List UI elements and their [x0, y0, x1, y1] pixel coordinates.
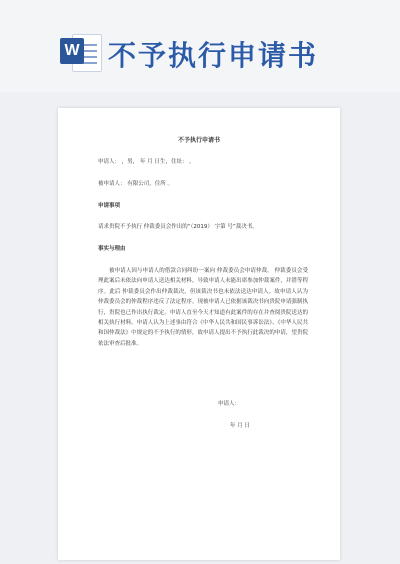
signature-label: 申请人：	[218, 401, 241, 407]
word-document-icon	[60, 32, 102, 72]
document-title: 不予执行申请书	[177, 137, 220, 144]
page-header	[0, 0, 400, 92]
request-text: 请求贵院不予执行 仲裁委员会作出的“（2019） 字第 号”裁决书。	[98, 224, 258, 230]
respondent-line: 被申请人： 有限公司，住所 。	[98, 181, 173, 187]
date-line: 年 月 日	[230, 423, 250, 429]
document-page	[58, 108, 340, 560]
facts-heading: 事实与理由	[98, 246, 126, 252]
header-title: 不予执行申请书	[108, 39, 319, 72]
applicant-line: 申请人： ，男， 年 月 日生，住址： 。	[98, 159, 195, 165]
request-heading: 申请事项	[98, 203, 121, 209]
word-logo-letter: W	[60, 38, 84, 64]
facts-paragraph: 被申请人因与申请人的借款合同纠纷一案向 仲裁委员会申请仲裁。 仲裁委员会受理此案后未依法向申请人送达相关材料，导致申请人未能出席参加仲裁案件，并错等程序。此后 仲裁委员会作出仲裁裁决，但该裁决书也未依法送达申请人。故申请人认为 仲裁委员会的仲裁程序违反了法定程序。现被申请人已依据该裁决书向贵院申请强制执行，贵院也已作出执行裁定。申请人直至今天才知道有此案件的存在并查阅贵院送达的相关执行材料。申请人认为上述事由符合《中华人民共和国民事诉讼法》、《中华人民共和国仲裁法》中规定的不予执行的情形，故申请人提出不予执行此裁决的申请，望贵院依法审查后批准。	[98, 268, 308, 347]
